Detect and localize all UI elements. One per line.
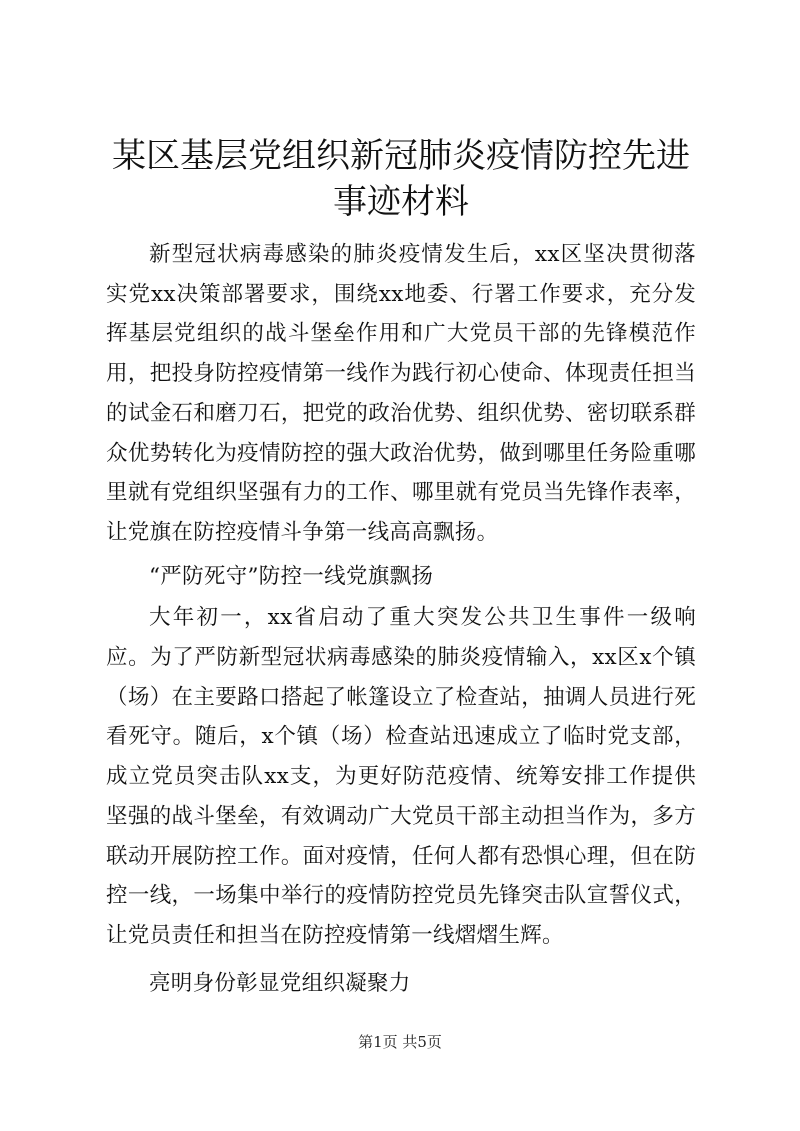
- paragraph-intro: 新型冠状病毒感染的肺炎疫情发生后，xx区坚决贯彻落实党xx决策部署要求，围绕xx地委、行署工作要求，充分发挥基层党组织的战斗堡垒作用和广大党员干部的先锋模范作用，把投身防控疫情第一线作为践行初心使命、体现责任担当的试金石和磨刀石，把党的政治优势、组织优势、密切联系群众优势转化为疫情防控的强大政治优势，做到哪里任务险重哪里就有党组织坚强有力的工作、哪里就有党员当先锋作表率，让党旗在防控疫情斗争第一线高高飘扬。: [106, 242, 696, 545]
- section-heading-1: “严防死守”防控一线党旗飘扬: [149, 563, 434, 589]
- document-body: [106, 235, 696, 1003]
- paragraph-section-1: 大年初一，xx省启动了重大突发公共卫生事件一级响应。为了严防新型冠状病毒感染的肺炎疫情输入，xx区x个镇（场）在主要路口搭起了帐篷设立了检查站，抽调人员进行死看死守。随后，x个镇（场）检查站迅速成立了临时党支部，成立党员突击队xx支，为更好防范疫情、统筹安排工作提供坚强的战斗堡垒，有效调动广大党员干部主动担当作为，多方联动开展防控工作。面对疫情，任何人都有恐惧心理，但在防控一线，一场集中举行的疫情防控党员先锋突击队宣誓仪式，让党员责任和担当在防控疫情第一线熠熠生辉。: [106, 605, 696, 948]
- section-heading-2: 亮明身份彰显党组织凝聚力: [149, 970, 411, 996]
- document-title: 某区基层党组织新冠肺炎疫情防控先进事迹材料: [112, 136, 690, 222]
- page-footer: 第1页 共5页: [358, 1033, 442, 1051]
